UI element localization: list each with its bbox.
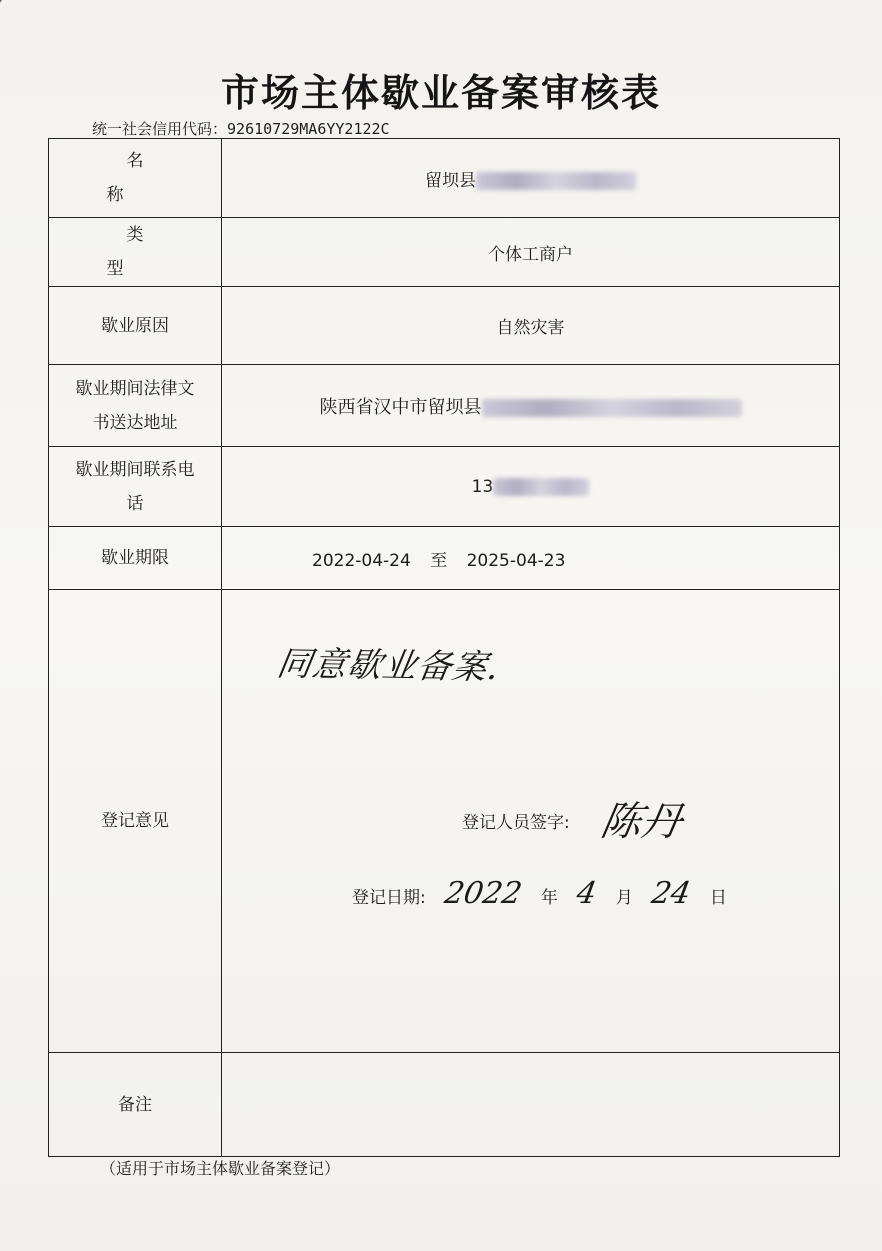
row-opinion <box>49 590 840 1053</box>
type-value: 个体工商户 <box>222 218 840 287</box>
row-type <box>49 218 840 287</box>
phone-redacted <box>493 478 589 496</box>
date-day: 24 <box>649 876 694 911</box>
opinion-cell <box>222 590 840 1053</box>
date-year-unit: 年 <box>540 888 558 908</box>
row-address <box>49 365 840 447</box>
type-label-cell <box>49 218 241 287</box>
reason-value: 自然灾害 <box>222 287 840 365</box>
row-remarks <box>49 1053 840 1157</box>
row-period <box>49 527 840 590</box>
review-form-table <box>48 138 840 1157</box>
phone-label-cell <box>49 447 222 527</box>
address-label-line1: 歇业期间法律文 <box>75 378 195 399</box>
date-row <box>352 876 727 911</box>
date-month: 4 <box>574 876 600 911</box>
reason-label: 歇业原因 <box>49 287 222 365</box>
name-value-prefix: 留坝县 <box>425 170 476 191</box>
credit-code-value: 92610729MA6YY2122C <box>227 120 390 138</box>
signature-label: 登记人员签字: <box>462 813 570 833</box>
period-end: 2025-04-23 <box>466 550 566 571</box>
period-value-cell <box>222 527 840 590</box>
period-start: 2022-04-24 <box>312 550 411 571</box>
remarks-label: 备注 <box>49 1053 222 1157</box>
address-redacted <box>482 399 742 417</box>
period-label: 歇业期限 <box>49 527 222 590</box>
phone-value-cell <box>222 447 840 527</box>
corner-mark <box>0 0 42 30</box>
remarks-value <box>222 1053 840 1157</box>
credit-code-label: 统一社会信用代码： <box>92 120 228 138</box>
credit-code-line <box>92 118 390 139</box>
period-connector: 至 <box>430 550 448 571</box>
opinion-box <box>222 590 839 1052</box>
handwritten-signature: 陈丹 <box>597 799 686 845</box>
phone-label-line1: 歇业期间联系电 <box>75 459 195 480</box>
opinion-label: 登记意见 <box>49 590 222 1053</box>
date-month-unit: 月 <box>615 888 633 908</box>
name-label-cell <box>49 139 241 218</box>
phone-label-line2: 话 <box>126 493 144 514</box>
date-label: 登记日期: <box>352 888 426 908</box>
handwritten-opinion: 同意歇业备案. <box>274 644 503 688</box>
row-name <box>49 139 840 218</box>
address-value-cell <box>222 365 840 447</box>
row-phone <box>49 447 840 527</box>
document-title: 市场主体歇业备案审核表 <box>220 71 661 115</box>
name-label: 名 称 <box>106 151 241 205</box>
row-reason <box>49 287 840 365</box>
name-redacted <box>476 172 636 190</box>
footnote: （适用于市场主体歇业备案登记） <box>100 1159 341 1178</box>
date-year: 2022 <box>442 876 525 911</box>
address-label-cell <box>49 365 222 447</box>
date-day-unit: 日 <box>709 888 727 908</box>
phone-value-prefix: 13 <box>471 476 494 497</box>
address-label-line2: 书送达地址 <box>92 412 178 433</box>
name-value-cell <box>222 139 840 218</box>
type-label: 类 型 <box>106 225 241 279</box>
address-value-prefix: 陕西省汉中市留坝县 <box>319 396 482 418</box>
